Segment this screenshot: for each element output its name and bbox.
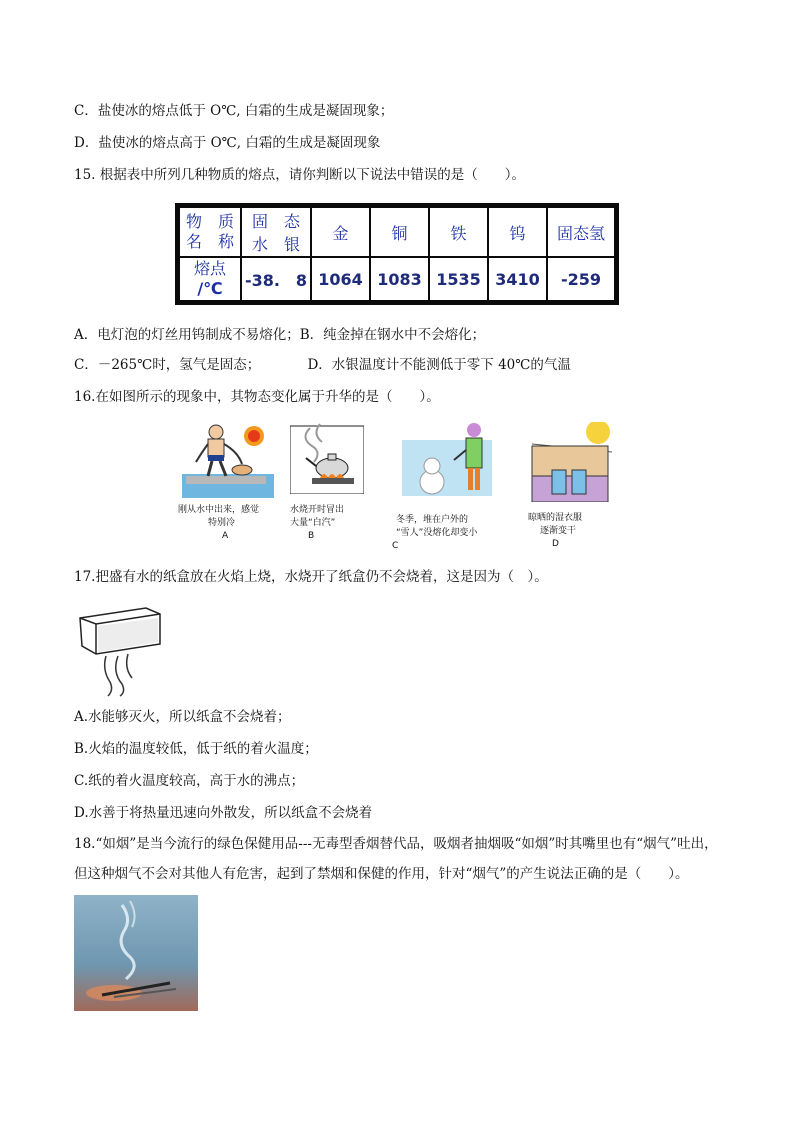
table-header-text: 水 银 [251, 235, 300, 254]
caption-b-line2: 大量“白汽” [290, 518, 336, 528]
swimmer-illustration [182, 422, 274, 498]
q17-stem: 17.把盛有水的纸盒放在火焰上烧，水烧开了纸盒仍不会烧着，这是因为（ ）。 [74, 569, 548, 585]
table-header-label-2: 名 称 [185, 232, 234, 251]
table-cell: 3410 [489, 258, 546, 300]
caption-d-label: D [552, 539, 559, 549]
table-header-text: 金 [332, 223, 349, 243]
q17-option-b: B.火焰的温度较低，低于纸的着火温度； [74, 741, 318, 757]
table-header-gold [312, 208, 369, 256]
q17-option-d: D.水善于将热量迅速向外散发，所以纸盒不会烧着 [74, 805, 373, 821]
q18-stem-line2: 但这种烟气不会对其他人有危害，起到了禁烟和保健的作用，针对“烟气”的产生说法正确的是（ ）。 [74, 866, 689, 882]
paper-box-illustration [76, 606, 162, 698]
caption-c-line1: 冬季，堆在户外的 [396, 515, 469, 525]
q15-options-ab: A．电灯泡的灯丝用钨制成不易熔化；B．纯金掉在钢水中不会熔化； [74, 327, 486, 343]
q16-stem: 16.在如图所示的现象中，其物态变化属于升华的是（ ）。 [74, 389, 440, 405]
table-header-text: 铁 [450, 223, 467, 243]
table-row-label-1: 熔点 [193, 259, 226, 278]
table-row-label [180, 258, 240, 300]
caption-a-line1: 刚从水中出来，感觉 [178, 505, 260, 515]
q18-stem-line1: 18.“如烟”是当今流行的绿色保健用品---无毒型香烟替代品，吸烟者抽烟吸“如烟”时其嘴里也有“烟气”吐出， [74, 836, 718, 852]
table-header-solid-hydrogen [548, 208, 614, 256]
smoke-photo [74, 895, 198, 1011]
table-header-text: 钨 [509, 223, 526, 243]
q15-options-cd: C．－265℃时，氢气是固态； D．水银温度计不能测低于零下 40℃的气温 [74, 357, 571, 373]
laundry-illustration [528, 422, 614, 502]
table-values-row [180, 258, 614, 300]
q17-option-a: A.水能够灭火，所以纸盒不会烧着； [74, 709, 291, 725]
caption-b-line1: 水烧开时冒出 [290, 505, 345, 515]
table-header-text: 铜 [391, 223, 408, 243]
table-cell: 1535 [430, 258, 487, 300]
caption-c-label: C [392, 541, 399, 551]
caption-c [392, 514, 477, 553]
table-header-iron [430, 208, 487, 256]
table-header-label [180, 208, 240, 256]
table-row-label-2: /℃ [197, 279, 223, 298]
table-cell: 1083 [371, 258, 428, 300]
q14-option-c: C．盐使冰的熔点低于 O℃, 白霜的生成是凝固现象； [74, 103, 394, 119]
kettle-illustration [290, 418, 364, 494]
snowman-illustration [402, 420, 492, 496]
table-header-copper [371, 208, 428, 256]
caption-b-label: B [308, 531, 315, 541]
table-header-text: 固态氢 [556, 223, 605, 243]
caption-a-label: A [222, 531, 229, 541]
table-header-label-1: 物 质 [185, 212, 234, 231]
caption-d-line2: 逐渐变干 [540, 526, 577, 536]
q14-option-d: D．盐使冰的熔点高于 O℃, 白霜的生成是凝固现象 [74, 135, 381, 151]
table-header-text: 固 态 [251, 212, 300, 231]
caption-d-line1: 晾晒的湿衣服 [528, 513, 583, 523]
table-header-tungsten [489, 208, 546, 256]
caption-d [528, 512, 582, 551]
q15-stem: 15. 根据表中所列几种物质的熔点，请你判断以下说法中错误的是（ ）。 [74, 167, 526, 183]
caption-c-line2: “雪人”没熔化却变小 [396, 528, 478, 538]
q17-option-c: C.纸的着火温度较高，高于水的沸点； [74, 773, 305, 789]
table-header-row [180, 208, 614, 256]
caption-a [178, 504, 259, 543]
table-cell: -38. 8 [242, 258, 310, 300]
table-cell: -259 [548, 258, 614, 300]
table-cell: 1064 [312, 258, 369, 300]
caption-b [290, 504, 344, 543]
melting-point-table [175, 203, 619, 305]
table-header-mercury [242, 208, 310, 256]
caption-a-line2: 特别冷 [208, 518, 236, 528]
